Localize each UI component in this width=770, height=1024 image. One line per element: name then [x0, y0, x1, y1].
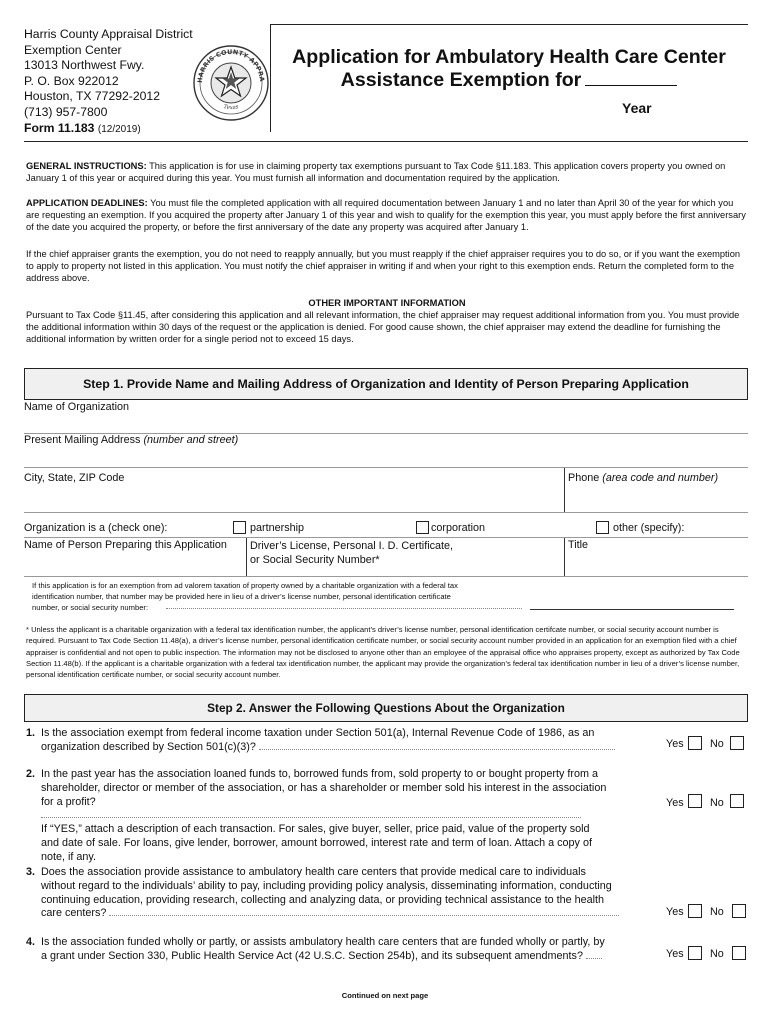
- agency-office: Exemption Center: [24, 42, 122, 57]
- corporation-label: corporation: [431, 522, 486, 534]
- org-type-label: Organization is a (check one):: [24, 522, 168, 534]
- agency-name: Harris County Appraisal District: [24, 27, 193, 41]
- preparer-divider: [246, 538, 247, 576]
- form-number-text: Form 11.183: [24, 120, 95, 135]
- q3-yes-label: Yes: [666, 906, 684, 918]
- header-divider: [270, 24, 271, 132]
- q2-no-label: No: [710, 797, 724, 809]
- mailing-address-hint: (number and street): [143, 434, 239, 446]
- city-state-zip-label: City, State, ZIP Code: [24, 472, 125, 484]
- phone-divider: [564, 468, 565, 512]
- license-label: [250, 539, 453, 567]
- question-2-extra2: and date of sale. For loans, give lender, borrower, amount borrowed, interest rate and term of loan. Attach a copy of: [41, 836, 592, 849]
- partnership-checkbox[interactable]: [233, 521, 246, 534]
- question-1-leader: [259, 749, 615, 750]
- mailing-address-label: [24, 434, 238, 446]
- question-4: [26, 936, 636, 964]
- form-title-line2-text: Assistance Exemption for: [340, 69, 582, 91]
- other-org-checkbox[interactable]: [596, 521, 609, 534]
- confidentiality-footnote: * Unless the applicant is a charitable organization with a federal tax identification number, the applicant’s driver’s license number, personal identification certifcate number, or social security account number is required. Pursuant to Tax Code Section 11.48(a), a driver’s license number, personal identification certificate number, or social security account number provided in an application for an exemption filed with a chief appraiser is confidential and not open to public inspection. The information may not be disclosed to anyone other than an employee of the appraisal office who appraises property, except as authorized by Tax Code Section 11.48(b). If the applicant is a charitable organization with a federal tax identification number, the applicant may provide the organization’s federal tax identification number in lieu of a driver’s license number, personal identification certificate number, or social security account number.: [26, 625, 740, 680]
- question-3-leader: [109, 915, 619, 916]
- federal-tax-dotted-leader: [166, 608, 522, 609]
- federal-tax-id-input[interactable]: [530, 594, 734, 609]
- question-2-line3: for a profit?: [41, 795, 96, 808]
- title-label: Title: [568, 539, 588, 551]
- mailing-address-line: [24, 467, 748, 468]
- question-4-number: 4.: [26, 936, 36, 948]
- federal-tax-note-line3: number, or social security number:: [32, 603, 149, 612]
- question-3: [26, 866, 636, 921]
- question-2-line3-wrap: [41, 796, 636, 824]
- continued-footer: Continued on next page: [341, 991, 429, 1000]
- question-3-number: 3.: [26, 866, 36, 878]
- form-title-line2: [272, 69, 746, 92]
- partnership-label: partnership: [250, 522, 305, 534]
- agency-street: 13013 Northwest Fwy.: [24, 58, 145, 73]
- agency-city: Houston, TX 77292-2012: [24, 89, 160, 104]
- application-deadlines-text: You must file the completed application with all required documentation between January 1 and no later than April 30 of the year for which you are requesting an exemption. If you acquired the property after January 1 of this year and wish to qualify for the exemption this year, you must apply before the first anniversary of the date you acquired the property, or before the first anniversary of the date any property was acquired after January 1.: [26, 198, 746, 233]
- phone-input[interactable]: [568, 488, 748, 510]
- city-state-zip-input[interactable]: [24, 488, 562, 510]
- application-deadlines: [26, 197, 748, 234]
- step1-banner: Step 1. Provide Name and Mailing Address of Organization and Identity of Person Preparing Application: [24, 368, 748, 400]
- q3-no-label: No: [710, 906, 724, 918]
- header-bottom-rule: [24, 141, 748, 142]
- preparer-name-label: Name of Person Preparing this Application: [24, 539, 227, 551]
- preparer-name-input[interactable]: [24, 555, 244, 575]
- question-1-line1: Is the association exempt from federal income taxation under Section 501(a), Internal Revenue Code of 1986, as an: [41, 727, 595, 739]
- preparer-line: [24, 576, 748, 577]
- application-deadlines-label: APPLICATION DEADLINES:: [26, 198, 148, 208]
- svg-text:Texas: [223, 104, 240, 111]
- mailing-address-label-text: Present Mailing Address: [24, 434, 141, 446]
- question-2: [26, 768, 636, 865]
- seal-top-text: HARRIS COUNTY APPRA: [196, 48, 266, 84]
- q1-no-checkbox[interactable]: [730, 736, 744, 750]
- year-input-blank[interactable]: [585, 70, 677, 86]
- org-type-line: [24, 537, 748, 538]
- city-line: [24, 512, 748, 513]
- header-top-rule: [270, 24, 748, 25]
- general-instructions-label: GENERAL INSTRUCTIONS:: [26, 161, 147, 171]
- q4-no-label: No: [710, 948, 724, 960]
- form-date: (12/2019): [97, 123, 141, 135]
- seal-bottom-text: Texas: [222, 104, 240, 112]
- county-seal-logo: [192, 44, 270, 122]
- question-1-number: 1.: [26, 727, 36, 739]
- agency-phone: (713) 957-7800: [24, 104, 108, 119]
- q2-yes-label: Yes: [666, 797, 684, 809]
- federal-tax-note-line1: If this application is for an exemption from ad valorem taxation of property owned by a charitable organization with a federal tax: [32, 581, 458, 590]
- q2-no-checkbox[interactable]: [730, 794, 744, 808]
- agency-po-box: P. O. Box 922012: [24, 73, 119, 88]
- q2-yes-checkbox[interactable]: [688, 794, 702, 808]
- question-3-line2: without regard to the individuals’ ability to pay, including providing policy analysis, disseminating information, conducting: [41, 879, 612, 892]
- license-label-line2: or Social Security Number*: [250, 554, 380, 566]
- mailing-address-input[interactable]: [24, 448, 748, 466]
- q3-no-checkbox[interactable]: [732, 904, 746, 918]
- title-divider: [564, 538, 565, 576]
- question-2-line2: shareholder, director or member of the association, or has a shareholder or member sold his interest in the association: [41, 781, 607, 794]
- question-1-line2-wrap: [41, 741, 636, 755]
- q4-yes-checkbox[interactable]: [688, 946, 702, 960]
- phone-label: [568, 472, 718, 484]
- other-org-label: other (specify):: [613, 522, 685, 534]
- question-4-line2: a grant under Section 330, Public Health Service Act (42 U.S.C. Section 254b), and its subsequent amendments?: [41, 949, 583, 962]
- question-2-extra3: note, if any.: [41, 850, 97, 863]
- question-3-line1: Does the association provide assistance to ambulatory health care centers that provide medical care to individuals: [41, 866, 586, 878]
- question-2-extra1: If “YES,” attach a description of each transaction. For sales, give buyer, seller, price paid, value of the property sold: [41, 823, 590, 836]
- general-instructions-text: This application is for use in claiming property tax exemptions pursuant to Tax Code §11.183. This application covers property you owned on January 1 of this year or acquired during this year. You must furnish all information and documentation required by the application.: [26, 161, 726, 184]
- reapply-instructions: If the chief appraiser grants the exemption, you do not need to reapply annually, but you must reapply if the chief appraiser requires you to do so, or if you want the exemption to apply to property not listed in this application. You must notify the chief appraiser in writing if and when your right to this exemption ends. Return the completed form to the address above.: [26, 249, 741, 284]
- q3-yes-checkbox[interactable]: [688, 904, 702, 918]
- question-4-line1: Is the association funded wholly or partly, or assists ambulatory health care centers that are funded wholly or partly, by: [41, 936, 605, 948]
- question-3-line4-wrap: [41, 907, 636, 921]
- org-name-input[interactable]: [24, 416, 748, 432]
- phone-hint: (area code and number): [602, 472, 719, 484]
- phone-label-text: Phone: [568, 472, 600, 484]
- year-label: Year: [622, 100, 652, 116]
- question-3-line3: continuing education, providing research, collecting and analyzing data, or providing technical assistance to the health: [41, 893, 604, 906]
- title-input[interactable]: [568, 555, 748, 575]
- question-4-line2-wrap: [41, 950, 636, 964]
- corporation-checkbox[interactable]: [416, 521, 429, 534]
- question-1-line2: organization described by Section 501(c)(3)?: [41, 740, 256, 753]
- question-2-number: 2.: [26, 768, 36, 780]
- form-number: [24, 121, 214, 138]
- question-4-leader: [586, 958, 602, 959]
- other-info-text: Pursuant to Tax Code §11.45, after considering this application and all relevant information, the chief appraiser may request additional information from you. You must provide the additional information within 30 days of the request or the application is denied. For good cause shown, the chief appraiser may extend the deadline for furnishing the additional information by written order for a single period not to exceed 15 days.: [26, 310, 740, 345]
- org-name-label: Name of Organization: [24, 401, 130, 413]
- form-title: [272, 46, 746, 92]
- question-1: [26, 727, 636, 755]
- question-2-leader: [41, 817, 581, 818]
- license-number-input[interactable]: [466, 555, 562, 575]
- q1-yes-label: Yes: [666, 738, 684, 750]
- form-title-line1: Application for Ambulatory Health Care Center: [292, 46, 726, 68]
- other-info-heading: OTHER IMPORTANT INFORMATION: [308, 298, 466, 308]
- q4-yes-label: Yes: [666, 948, 684, 960]
- federal-tax-note-line2: identification number, that number may be provided here in lieu of a driver’s license number, personal identification certificate: [32, 592, 451, 601]
- step2-banner: Step 2. Answer the Following Questions About the Organization: [24, 694, 748, 722]
- q1-no-label: No: [710, 738, 724, 750]
- question-2-line1: In the past year has the association loaned funds to, borrowed funds from, sold property to or bought property from a: [41, 768, 598, 780]
- q1-yes-checkbox[interactable]: [688, 736, 702, 750]
- question-3-line4: care centers?: [41, 907, 107, 920]
- agency-address-block: [24, 27, 214, 137]
- general-instructions: [26, 160, 748, 184]
- license-label-line1: Driver’s License, Personal I. D. Certificate,: [250, 540, 454, 552]
- federal-tax-id-line: [530, 609, 734, 610]
- q4-no-checkbox[interactable]: [732, 946, 746, 960]
